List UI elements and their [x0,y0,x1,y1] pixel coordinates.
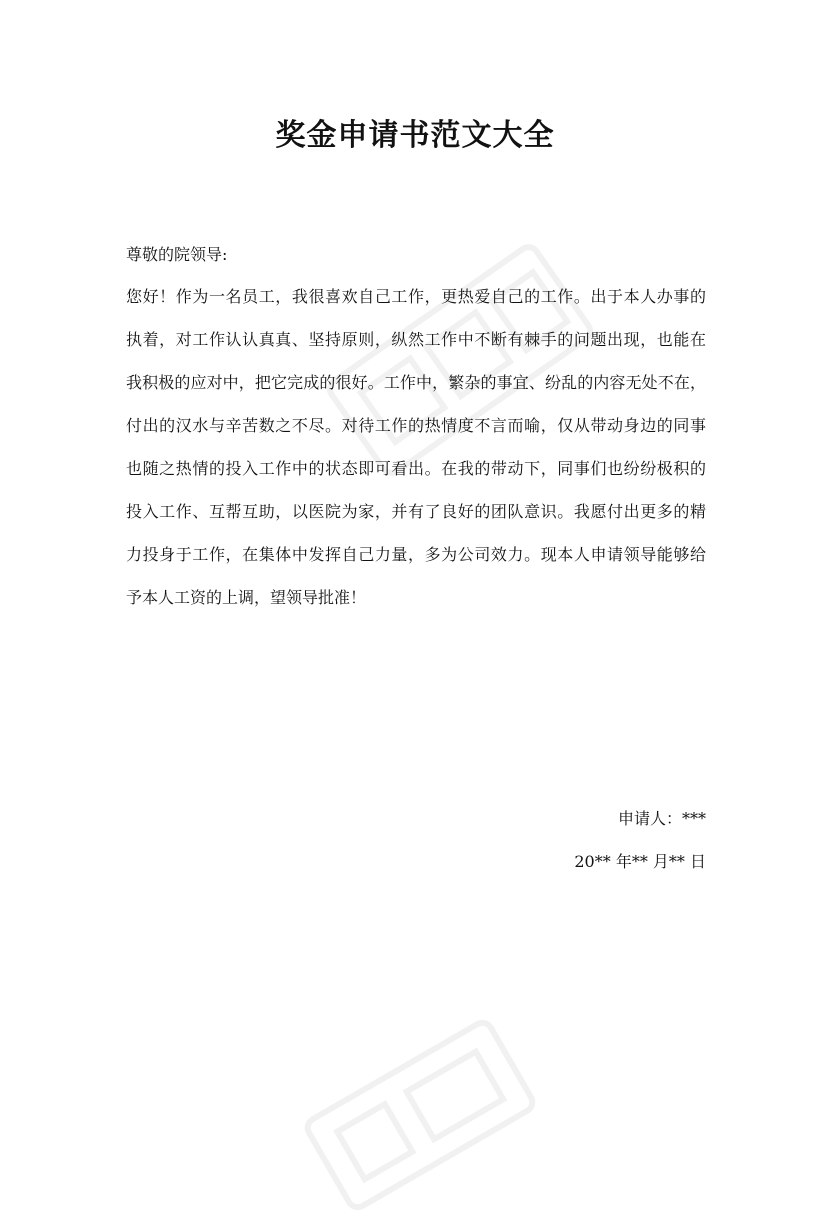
watermark-bottom-icon [297,1012,543,1217]
body-paragraph-line: 付出的汉水与辛苦数之不尽。对待工作的热情度不言而喻，仅从带动身边的同事 [126,416,706,435]
applicant-signature: 申请人：*** [617,809,706,828]
application-date: 20** 年** 月** 日 [574,852,706,871]
body-paragraph-line: 也随之热情的投入工作中的状态即可看出。在我的带动下，同事们也纷纷极积的 [126,459,706,478]
page-title: 奖金申请书范文大全 [275,118,555,153]
body-paragraph-line: 我积极的应对中，把它完成的很好。工作中，繁杂的事宜、纷乱的内容无处不在， [126,373,706,392]
body-paragraph-line: 您好！作为一名员工，我很喜欢自己工作，更热爱自己的工作。出于本人办事的 [126,287,706,306]
body-paragraph-line: 执着，对工作认认真真、坚持原则，纵然工作中不断有棘手的问题出现，也能在 [126,330,706,349]
watermark-icon [319,236,601,483]
body-paragraph-line: 力投身于工作，在集体中发挥自己力量，多为公司效力。现本人申请领导能够给 [126,545,706,564]
body-paragraph-line: 予本人工资的上调，望领导批准！ [126,588,367,607]
salutation: 尊敬的院领导: [126,245,228,264]
body-paragraph-line: 投入工作、互帮互助，以医院为家，并有了良好的团队意识。我愿付出更多的精 [126,502,706,521]
